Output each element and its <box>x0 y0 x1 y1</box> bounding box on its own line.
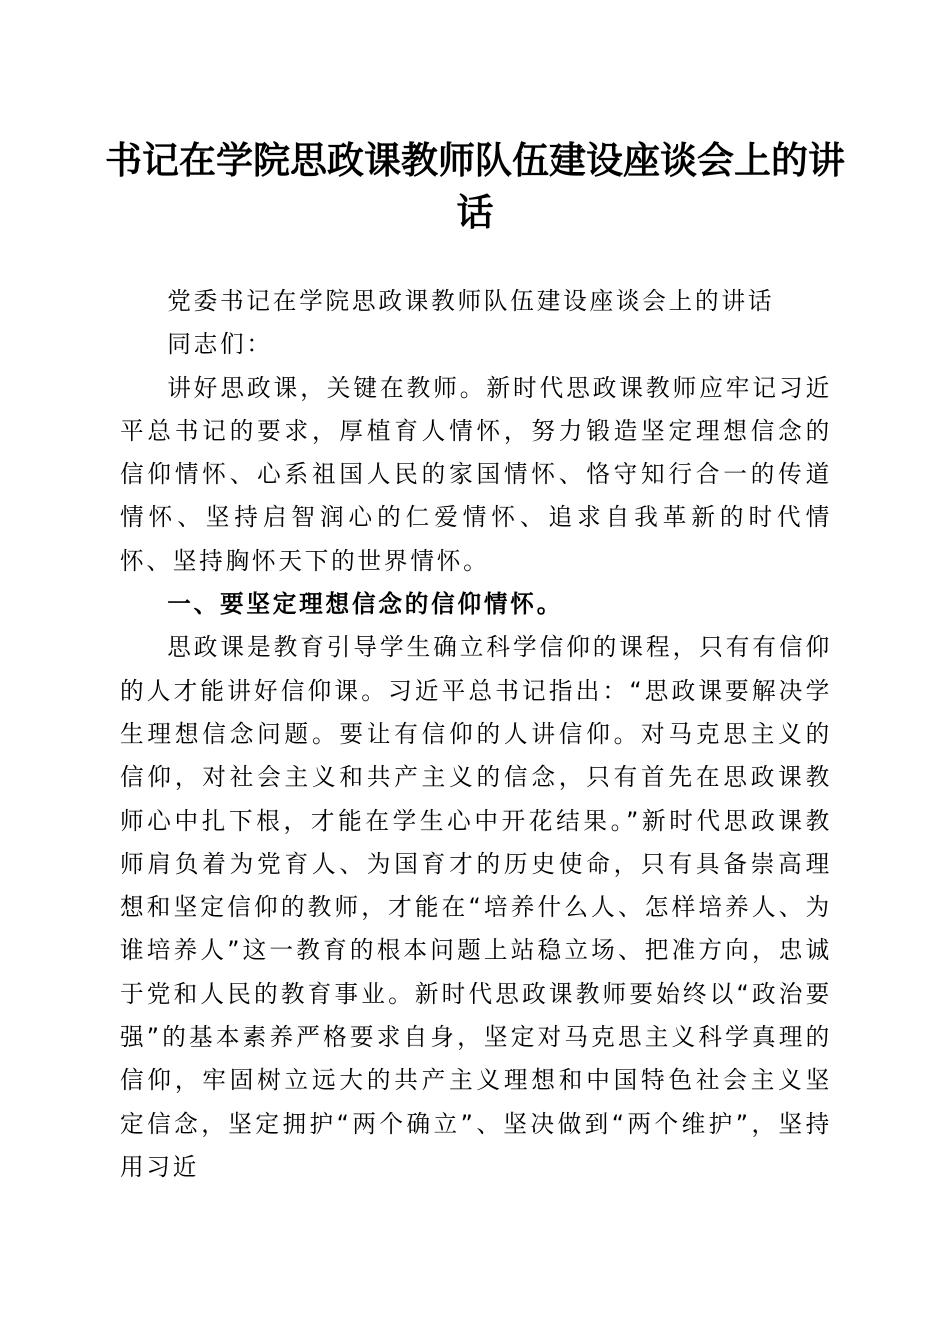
intro-paragraph: 讲好思政课，关键在教师。新时代思政课教师应牢记习近平总书记的要求，厚植育人情怀，努力锻造坚定理想信念的信仰情怀、心系祖国人民的家国情怀、恪守知行合一的传道情怀、坚持启智润心的仁爱情怀、追求自我革新的时代情怀、坚持胸怀天下的世界情怀。 <box>120 373 832 575</box>
document-body <box>120 280 832 1189</box>
subtitle-line: 党委书记在学院思政课教师队伍建设座谈会上的讲话 <box>167 287 775 315</box>
section-heading: 一、要坚定理想信念的信仰情怀。 <box>167 590 564 619</box>
section-paragraph: 思政课是教育引导学生确立科学信仰的课程，只有有信仰的人才能讲好信仰课。习近平总书记指出：“思政课要解决学生理想信念问题。要让有信仰的人讲信仰。对马克思主义的信仰，对社会主义和共产主义的信念，只有首先在思政课教师心中扎下根，才能在学生心中开花结果。”新时代思政课教师肩负着为党育人、为国育才的历史使命，只有具备崇高理想和坚定信仰的教师，才能在“培养什么人、怎样培养人、为谁培养人”这一教育的根本问题上站稳立场、把准方向，忠诚于党和人民的教育事业。新时代思政课教师要始终以“政治要强”的基本素养严格要求自身，坚定对马克思主义科学真理的信仰，牢固树立远大的共产主义理想和中国特色社会主义坚定信念，坚定拥护“两个确立”、坚决做到“两个维护”，坚持用习近 <box>120 633 832 1181</box>
document-title: 书记在学院思政课教师队伍建设座谈会上的讲话 <box>105 138 845 234</box>
salutation: 同志们： <box>167 330 273 359</box>
